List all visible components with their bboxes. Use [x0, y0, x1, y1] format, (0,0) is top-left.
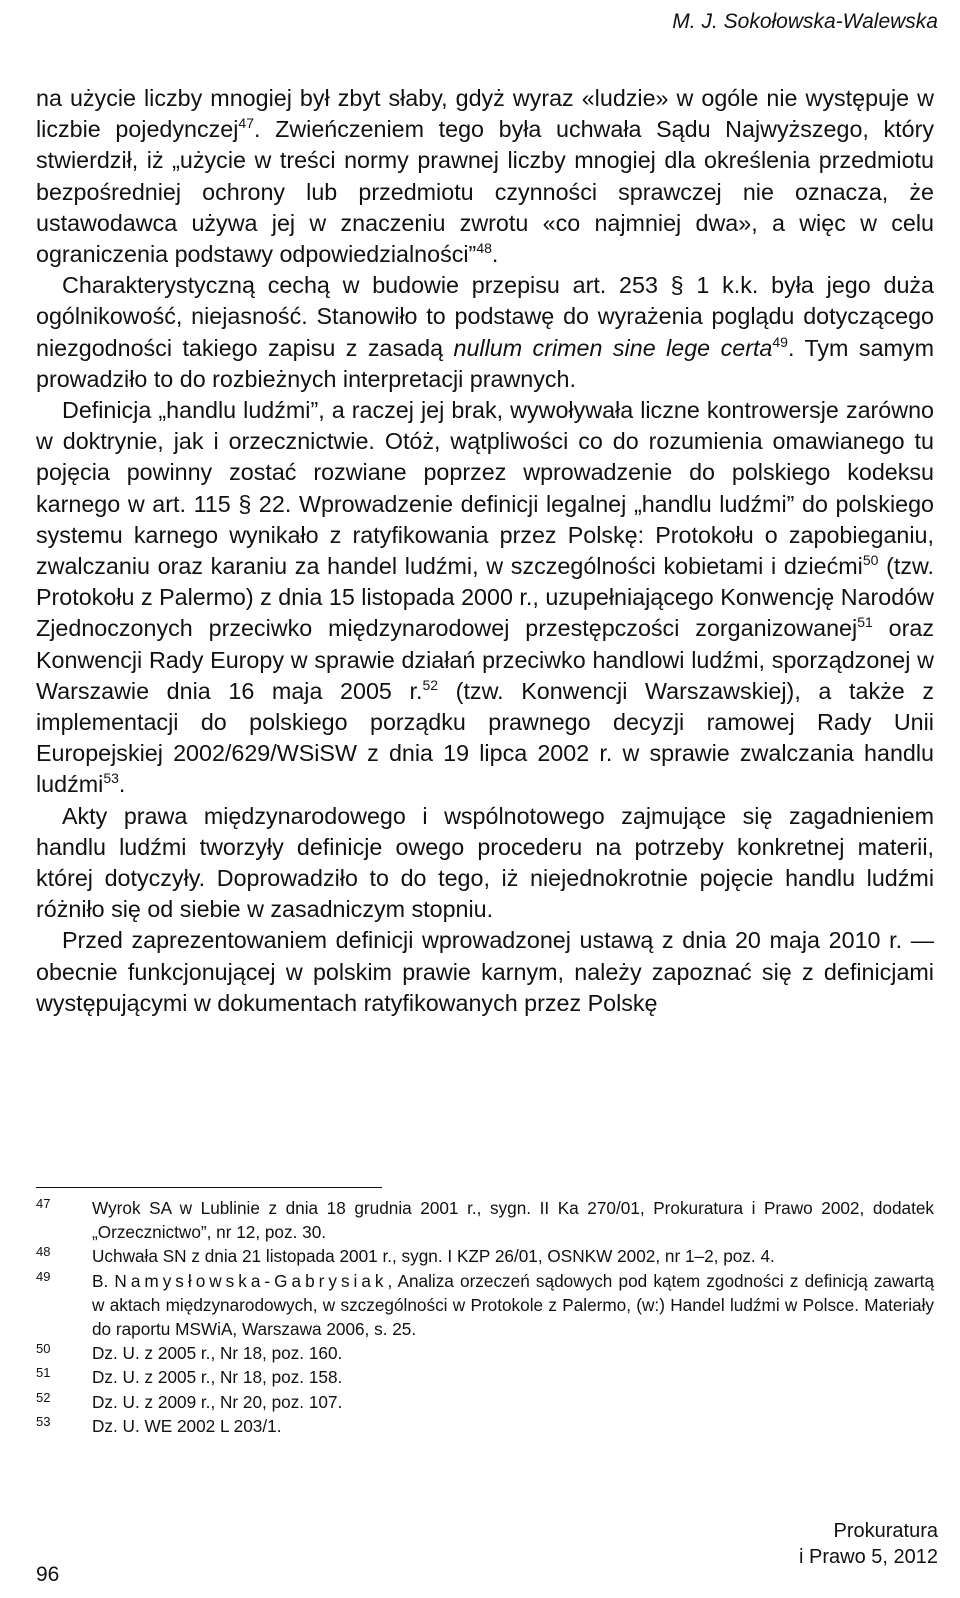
footnote-51 — [36, 1365, 934, 1389]
paragraph-text: Charakterystyczną cechą w budowie przepisu art. 253 § 1 k.k. była jego duża ogólnikowość, niejasność. Stanowiło to podstawę do wyrażenia poglądu dotyczącego niezgodności takiego zapisu z zasadą — [36, 272, 934, 361]
footnote-number: 49 — [36, 1268, 51, 1284]
footnote-50 — [36, 1341, 934, 1365]
paragraph-text: . Tym samym prowadziło to do rozbieżnych interpretacji prawnych. — [36, 334, 934, 392]
footnote-author-initial: B. — [92, 1270, 115, 1291]
paragraph-4: Akty prawa międzynarodowego i wspólnotowego zajmujące się zagadnieniem handlu ludźmi tworzyły definicje owego procederu na potrzeby konkretnej materii, której dotyczyły. Doprowadziło to do tego, iż niejednokrotnie pojęcie handlu ludźmi różniło się od siebie w zasadniczym stopniu. — [36, 802, 934, 923]
journal-info — [799, 1518, 938, 1570]
paragraph-text: . — [491, 241, 499, 268]
footnote-text: Wyrok SA w Lublinie z dnia 18 grudnia 2001 r., sygn. II Ka 270/01, Prokuratura i Prawo 2002, dodatek „Orzecznictwo”, nr 12, poz. 30. — [92, 1198, 934, 1243]
footnote-separator — [36, 1187, 382, 1188]
footnote-number: 48 — [36, 1244, 51, 1260]
footnote-ref[interactable]: 48 — [476, 240, 492, 257]
paragraph-text: . Zwieńczeniem tego była uchwała Sądu Najwyższego, który stwierdził, iż „użycie w treści normy prawnej liczby mnogiej dla określenia przedmiotu bezpośredniej ochrony lub przedmiotu czynności sprawczej nie oznacza, że ustawodawca używa jej w znaczeniu zwrotu «co najmniej dwa», a więc w celu ograniczenia podstawy odpowiedzialności” — [36, 116, 935, 268]
footnote-number: 52 — [36, 1389, 51, 1405]
running-header: M. J. Sokołowska-Walewska — [672, 10, 938, 33]
footnote-48 — [36, 1244, 934, 1268]
footnote-ref[interactable]: 51 — [857, 614, 873, 631]
footnote-49 — [36, 1269, 934, 1342]
footnote-52 — [36, 1390, 934, 1414]
footnote-ref[interactable]: 49 — [772, 333, 788, 350]
footnote-number: 53 — [36, 1413, 51, 1429]
latin-phrase: nullum crimen sine lege certa — [453, 334, 773, 361]
footnote-author: Namysłowska-Gabrysiak — [114, 1270, 388, 1291]
footnote-number: 50 — [36, 1341, 51, 1357]
footnote-text: Dz. U. z 2009 r., Nr 20, poz. 107. — [92, 1391, 343, 1412]
footnote-text: Dz. U. z 2005 r., Nr 18, poz. 160. — [92, 1343, 343, 1364]
paragraph-3 — [36, 395, 934, 801]
journal-title: Prokuratura — [833, 1520, 938, 1542]
footnote-ref[interactable]: 52 — [422, 677, 439, 694]
paragraph-text: Definicja „handlu ludźmi”, a raczej jej brak, wywoływała liczne kontrowersje zarówno w doktrynie, jak i orzecznictwie. Otóż, wątpliwości co do rozumienia omawianego tu pojęcia powinny zostać rozwiane poprzez wprowadzenie do polskiego kodeksu karnego w art. 115 § 22. Wprowadzenie definicji legalnej „handlu ludźmi” do polskiego systemu karnego wynikało z ratyfikowania przez Polskę: Protokołu o zapobieganiu, zwalczaniu oraz karaniu za handel ludźmi, w szczególności kobietami i dziećmi — [36, 397, 934, 580]
paragraph-5: Przed zaprezentowaniem definicji wprowadzonej ustawą z dnia 20 maja 2010 r. — obecnie funkcjonującej w polskim prawie karnym, należy zapoznać się z definicjami występującymi w dokumentach ratyfikowanych przez Polskę — [36, 927, 934, 1016]
paragraph-text: oraz Konwencji Rady Europy w sprawie działań przeciwko handlowi ludźmi, sporządzonej w Warszawie dnia 16 maja 2005 r. — [36, 615, 934, 704]
body-text — [36, 83, 934, 1019]
footnote-53 — [36, 1414, 934, 1438]
page-number: 96 — [36, 1563, 60, 1586]
footnote-47 — [36, 1196, 934, 1244]
paragraph-text: (tzw. Protokołu z Palermo) z dnia 15 listopada 2000 r., uzupełniającego Konwencję Narodów Zjednoczonych przeciwko międzynarodowej przestępczości zorganizowanej — [36, 553, 934, 642]
paragraph-text: na użycie liczby mnogiej był zbyt słaby, gdyż wyraz «ludzie» w ogóle nie występuje w liczbie pojedynczej — [36, 85, 934, 143]
footnote-number: 51 — [36, 1365, 51, 1381]
paragraph-text: . — [118, 771, 126, 798]
footnote-ref[interactable]: 50 — [862, 552, 879, 569]
paragraph-text: (tzw. Konwencji Warszawskiej), a także z implementacji do polskiego porządku prawnego decyzji ramowej Rady Unii Europejskiej 2002/629/WSiSW z dnia 19 lipca 2002 r. w sprawie zwalczania handlu ludźmi — [36, 677, 934, 798]
footnote-ref[interactable]: 47 — [238, 115, 254, 132]
footnote-text: Dz. U. WE 2002 L 203/1. — [92, 1415, 282, 1436]
footnote-text: Uchwała SN z dnia 21 listopada 2001 r., sygn. I KZP 26/01, OSNKW 2002, nr 1–2, poz. 4. — [92, 1246, 775, 1267]
journal-issue: i Prawo 5, 2012 — [799, 1546, 938, 1568]
footnote-ref[interactable]: 53 — [103, 770, 119, 787]
paragraph-2 — [36, 270, 934, 395]
paragraph-1 — [36, 83, 934, 270]
footnote-text: Dz. U. z 2005 r., Nr 18, poz. 158. — [92, 1367, 343, 1388]
footnotes — [36, 1196, 934, 1438]
footnote-text: , Analiza orzeczeń sądowych pod kątem zgodności z definicją zawartą w aktach międzynarodowych, w szczególności w Protokole z Palermo, (w:) Handel ludźmi w Polsce. Materiały do raportu MSWiA, Warszawa 2006, s. 25. — [92, 1270, 935, 1340]
footnote-number: 47 — [36, 1196, 51, 1211]
